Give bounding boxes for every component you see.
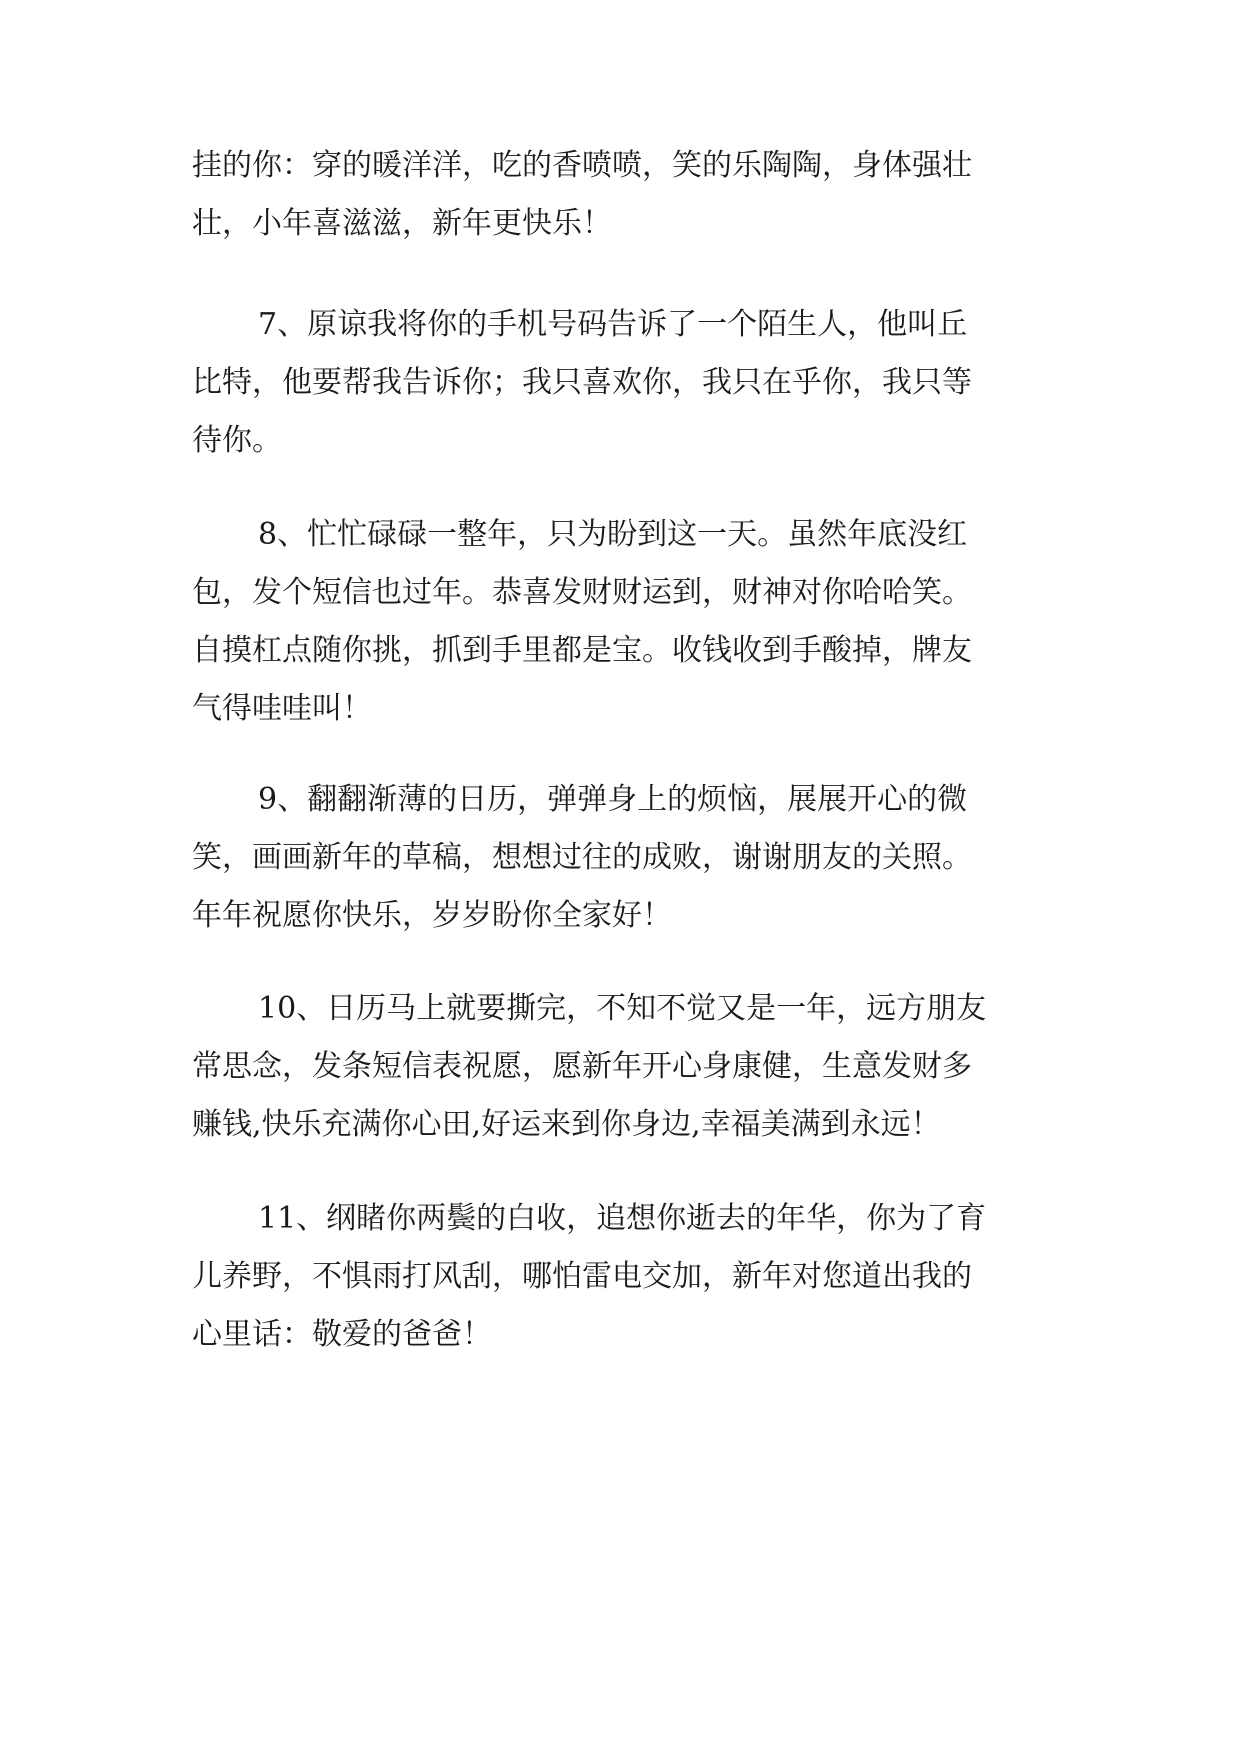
text-line: 包，发个短信也过年。恭喜发财财运到，财神对你哈哈笑。 [192, 575, 972, 610]
text-line: 待你。 [192, 423, 282, 458]
text-line: 儿养野，不惧雨打风刮，哪怕雷电交加，新年对您道出我的 [192, 1259, 972, 1294]
paragraph-11 [192, 1190, 1052, 1364]
paragraph-6-continuation [192, 137, 1052, 253]
paragraph-8 [192, 506, 1052, 738]
text-line: 10、日历马上就要撕完，不知不觉又是一年，远方朋友 [258, 991, 987, 1026]
text-line: 自摸杠点随你挑，抓到手里都是宝。收钱收到手酸掉，牌友 [192, 633, 972, 668]
text-line: 8、忙忙碌碌一整年，只为盼到这一天。虽然年底没红 [258, 517, 968, 552]
text-line: 赚钱,快乐充满你心田,好运来到你身边,幸福美满到永远！ [192, 1107, 941, 1142]
text-line: 9、翻翻渐薄的日历，弹弹身上的烦恼，展展开心的微 [258, 782, 968, 817]
text-line: 11、纲睹你两鬓的白收，追想你逝去的年华，你为了育 [258, 1201, 987, 1236]
text-line: 壮，小年喜滋滋，新年更快乐！ [192, 206, 612, 241]
text-line: 挂的你：穿的暖洋洋，吃的香喷喷，笑的乐陶陶，身体强壮 [192, 148, 972, 183]
paragraph-10 [192, 980, 1052, 1154]
text-line: 常思念，发条短信表祝愿，愿新年开心身康健，生意发财多 [192, 1049, 972, 1084]
paragraph-9 [192, 771, 1052, 945]
text-line: 气得哇哇叫！ [192, 691, 372, 726]
text-line: 心里话：敬爱的爸爸！ [192, 1317, 492, 1352]
paragraph-7 [192, 296, 1052, 470]
text-line: 7、原谅我将你的手机号码告诉了一个陌生人，他叫丘 [258, 307, 968, 342]
text-line: 年年祝愿你快乐，岁岁盼你全家好！ [192, 898, 672, 933]
text-line: 笑，画画新年的草稿，想想过往的成败，谢谢朋友的关照。 [192, 840, 972, 875]
text-line: 比特，他要帮我告诉你；我只喜欢你，我只在乎你，我只等 [192, 365, 972, 400]
